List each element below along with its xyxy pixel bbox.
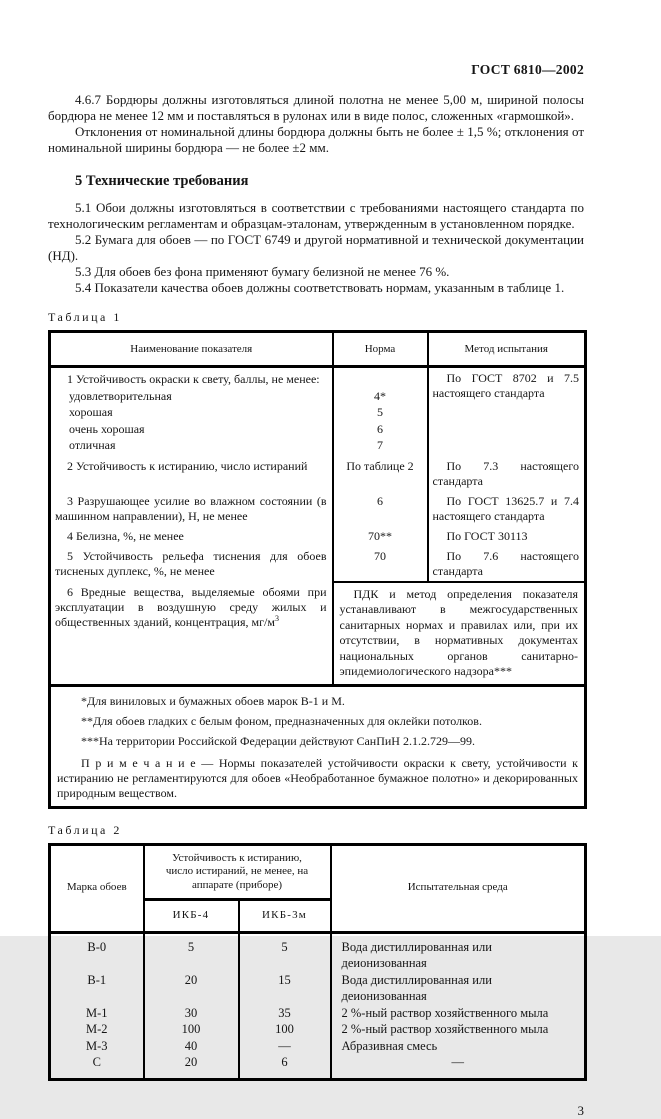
table2-body xyxy=(50,932,586,1079)
table-row xyxy=(50,1038,586,1055)
table1-footnote: ***На территории Российской Федерации действуют СанПиН 2.1.2.729—99. xyxy=(81,733,475,748)
table-cell-ikb3m: 6 xyxy=(239,1054,331,1079)
table-row xyxy=(50,1005,586,1022)
page-content xyxy=(48,62,584,1119)
subitem-norm: 5 xyxy=(377,405,383,419)
paragraph-5-1: 5.1 Обои должны изготовляться в соответствии с требованиями настоящего стандарта по технологическим регламентам и образцам-эталонам, утвержденным в установленном порядке. xyxy=(48,200,584,231)
table2-header-ikb3m: ИКБ-3м xyxy=(239,900,331,933)
table1-footnote: *Для виниловых и бумажных обоев марок В-1 и М. xyxy=(81,693,345,708)
table1-row4 xyxy=(50,526,586,546)
table1-row3 xyxy=(50,491,586,526)
table-cell-ikb4: 20 xyxy=(144,1054,239,1079)
table-cell-medium: 2 %-ный раствор хозяйственного мыла xyxy=(331,1005,586,1022)
table-cell-mark: С xyxy=(92,1055,101,1069)
table-row xyxy=(50,932,586,972)
table1-header-norm: Норма xyxy=(333,332,428,367)
table-cell-ikb3m: 5 xyxy=(239,932,331,972)
table-row xyxy=(50,972,586,1005)
table1-note xyxy=(57,756,578,801)
table-row xyxy=(50,1021,586,1038)
table-cell-merged: ПДК и метод определения показателя устанавливают в межгосударственных санитарных нормах и правилах или, при их отсутствии, в нормативных документах национальных органов санитарно-эпидемиологического надзора*** xyxy=(333,582,586,686)
superscript: 3 xyxy=(274,613,279,623)
table-cell: По ГОСТ 8702 и 7.5 настоящего стандарта xyxy=(428,367,586,456)
table-cell-ikb4: 5 xyxy=(144,932,239,972)
table1 xyxy=(48,330,587,809)
subitem-label: отличная xyxy=(69,438,116,452)
table-cell-mark: М-1 xyxy=(85,1005,108,1020)
table-row xyxy=(50,1054,586,1079)
table-cell-medium: Абразивная смесь xyxy=(331,1038,586,1055)
table-cell xyxy=(50,582,333,686)
table2-header-row1 xyxy=(50,844,586,900)
table2-header-medium: Испытательная среда xyxy=(331,844,586,932)
page-number: 3 xyxy=(577,1102,584,1118)
table-cell-ikb3m: — xyxy=(239,1038,331,1055)
table-cell: По ГОСТ 13625.7 и 7.4 настоящего стандарта xyxy=(428,491,586,526)
note-label: П р и м е ч а н и е — xyxy=(81,755,214,770)
table-cell-medium: — xyxy=(331,1054,586,1079)
subitem-label: удовлетворительная xyxy=(69,388,172,403)
table1-row6 xyxy=(50,582,586,686)
table-cell-medium: 2 %-ный раствор хозяйственного мыла xyxy=(331,1021,586,1038)
table-cell: 4 Белизна, %, не менее xyxy=(67,528,184,543)
subitem-label: хорошая xyxy=(69,405,113,419)
table-cell: 3 Разрушающее усилие во влажном состоянии (в машинном направлении), Н, не менее xyxy=(55,493,327,523)
subitem-norm: 6 xyxy=(377,421,383,436)
footnotes xyxy=(57,694,578,749)
table-cell-ikb4: 100 xyxy=(144,1021,239,1038)
table-cell-ikb4: 30 xyxy=(144,1005,239,1022)
doc-code: ГОСТ 6810—2002 xyxy=(471,62,584,77)
table-cell: 70 xyxy=(333,546,428,582)
table-cell-mark: В-0 xyxy=(87,939,107,954)
table-cell: По 7.3 настоящего стандарта xyxy=(428,456,586,491)
note-text: Нормы показателей устойчивости окраски к свету, устойчивости к истиранию не регламентируются для обоев «Необработанное бумажное полотно» и декорированных природным веществом. xyxy=(57,755,578,800)
subitem-norm: 7 xyxy=(377,438,383,452)
table-cell-ikb4: 40 xyxy=(144,1038,239,1055)
table2-header-abrasion: Устойчивость к истиранию, число истираний, не менее, на аппарате (приборе) xyxy=(144,844,331,900)
table-cell-ikb3m: 100 xyxy=(239,1021,331,1038)
table-cell: По 7.6 настоящего стандарта xyxy=(428,546,586,582)
table1-header-method: Метод испытания xyxy=(428,332,586,367)
table2 xyxy=(48,843,587,1081)
paragraph-5-4: 5.4 Показатели качества обоев должны соответствовать нормам, указанным в таблице 1. xyxy=(75,280,565,295)
table-cell-medium: Вода дистиллированная или деионизованная xyxy=(331,972,586,1005)
table1-label: Таблица 1 xyxy=(48,310,122,324)
subitem-norm: 4* xyxy=(374,388,386,403)
table1-row2 xyxy=(50,456,586,491)
table-cell-mark: В-1 xyxy=(87,972,107,987)
table-cell xyxy=(333,367,428,456)
paragraph-5-3: 5.3 Для обоев без фона применяют бумагу белизной не менее 76 %. xyxy=(75,264,450,279)
table-cell-ikb3m: 15 xyxy=(239,972,331,1005)
norm-spacer xyxy=(336,371,425,388)
table-cell: 6 xyxy=(333,491,428,526)
subitem-norms xyxy=(336,388,425,454)
paragraph-4-6-7: 4.6.7 Бордюры должны изготовляться длиной полотна не менее 5,00 м, шириной полосы бордюра не менее 12 мм и поставляться в рулонах или в виде полос, сложенных «гармошкой». xyxy=(48,92,584,123)
subitem-labels xyxy=(55,388,327,454)
table1-footnote: **Для обоев гладких с белым фоном, предназначенных для оклейки потолков. xyxy=(81,713,482,728)
table-cell: 5 Устойчивость рельефа тиснения для обоев тисненых дуплекс, %, не менее xyxy=(55,548,327,578)
table1-header-row xyxy=(50,332,586,367)
table-cell: 2 Устойчивость к истиранию, число истираний xyxy=(67,458,308,473)
table-cell: По таблице 2 xyxy=(333,456,428,491)
table1-row5 xyxy=(50,546,586,582)
table2-label: Таблица 2 xyxy=(48,822,122,837)
table1-footnote-row xyxy=(50,685,586,807)
table1-row1 xyxy=(50,367,586,456)
paragraph-5-2: 5.2 Бумага для обоев — по ГОСТ 6749 и другой нормативной и технической документации (НД). xyxy=(48,232,584,263)
footnote-box xyxy=(50,685,586,807)
subitem-label: очень хорошая xyxy=(69,421,145,436)
paragraph-deviations: Отклонения от номинальной длины бордюра должны быть не более ± 1,5 %; отклонения от номинальной ширины бордюра — не более ±2 мм. xyxy=(48,124,584,155)
section-heading: 5 Технические требования xyxy=(75,173,249,189)
table2-header-mark: Марка обоев xyxy=(50,844,144,932)
table-cell-mark: М-3 xyxy=(85,1038,108,1053)
table-cell xyxy=(50,367,333,456)
table-cell: По ГОСТ 30113 xyxy=(428,526,586,546)
indicator-name: 1 Устойчивость окраски к свету, баллы, не менее: xyxy=(67,372,320,386)
table1-header-name: Наименование показателя xyxy=(50,332,333,367)
table-cell-mark: М-2 xyxy=(85,1022,108,1036)
indicator-name: 6 Вредные вещества, выделяемые обоями при эксплуатации в воздушную среду жилых и общественных зданий, концентрация, мг/м xyxy=(55,584,327,629)
table2-header-ikb4: ИКБ-4 xyxy=(144,900,239,933)
table-cell-medium: Вода дистиллированная или деионизованная xyxy=(331,932,586,972)
table-cell-ikb3m: 35 xyxy=(239,1005,331,1022)
table-cell-ikb4: 20 xyxy=(144,972,239,1005)
table-cell: 70** xyxy=(333,526,428,546)
